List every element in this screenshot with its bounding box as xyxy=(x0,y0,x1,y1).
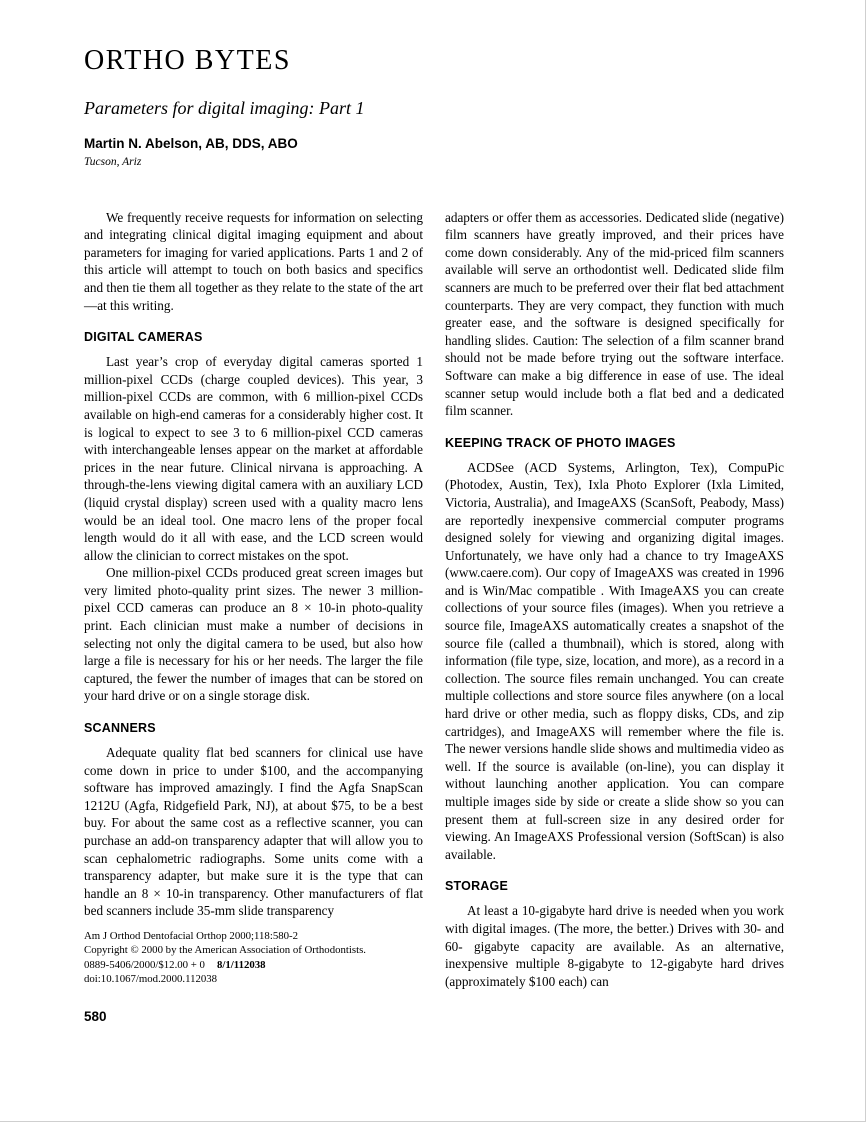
intro-paragraph: We frequently receive requests for information on selecting and integrating clinical digital imaging equipment and about parameters for imaging for varied applications. Parts 1 and 2 of this article will attempt to touch on both basics and specifics and then tie them all together as they relate to the state of the art—at this writing. xyxy=(84,209,423,313)
left-column xyxy=(84,209,423,1024)
keeping-track-paragraph: ACDSee (ACD Systems, Arlington, Tex), CompuPic (Photodex, Austin, Tex), Ixla Photo Explorer (Ixla Limited, Victoria, Australia), and ImageAXS (ScanSoft, Peabody, Mass) are reportedly inexpensive commercial computer programs designed solely for viewing and organizing digital images. Unfortunately, we have only had a chance to try ImageAXS (www.caere.com). Our copy of ImageAXS was created in 1996 and is Win/Mac compatible . With ImageAXS you can create collections of your source files (images). When you retrieve a source file, ImageAXS automatically creates a snapshot of the source file (called a thumbnail), which is stored, along with information (file type, size, location, and more), as a record in a collection. The source files remain unchanged. You can create multiple collections and store source files anywhere (on a local hard drive or other media, such as floppy disks, CDs, and zip cartridges), and ImageAXS will remember where the file is. The newer versions handle slide shows and multimedia video as well. If the source is available (on-line), you can display it without launching another application. You can compare multiple images side by side or create a slide show so you can present them at full-screen size in any desired order for viewing. An ImageAXS Professional version (SoftScan) is also available. xyxy=(445,459,784,862)
footnote-block xyxy=(84,929,423,987)
two-column-body xyxy=(84,209,783,1024)
article-subtitle: Parameters for digital imaging: Part 1 xyxy=(84,97,365,118)
author-name: Martin N. Abelson, AB, DDS, ABO xyxy=(84,135,298,151)
footnote-article-code: 8/1/112038 xyxy=(216,958,266,971)
footnote-doi: doi:10.1067/mod.2000.112038 xyxy=(84,973,218,986)
digital-cameras-paragraph-1: Last year’s crop of everyday digital cameras sported 1 million-pixel CCDs (charge coupled devices). This year, 3 million-pixel CCDs are common, with 6 million-pixel CCDs available on high-end cameras for a considerably higher cost. It is logical to expect to see 3 to 6 million-pixel CCD cameras with interchangeable lenses appear on the market at affordable prices in the near future. Clinical nirvana is approaching. A through-the-lens viewing digital camera with an auxiliary LCD (liquid crystal display) screen used with a quality macro lens would be an ideal tool. One macro lens of the proper focal length would do it all with ease, and the LCD screen would allow the clinician to correct mistakes on the spot. xyxy=(84,354,423,563)
scanners-continuation-paragraph: adapters or offer them as accessories. Dedicated slide (negative) film scanners have greatly improved, and their prices have come down considerably. Any of the mid-priced film scanners available will serve an orthodontist well. Dedicated slide film scanners are much to be preferred over their flat bed attachment counterparts. They are very compact, they function with much greater ease, and the software is designed specifically for handling slides. Caution: The selection of a film scanner brand should not be made before trying out the software interface. Software can make a big difference in ease of use. The ideal scanner setup would include both a flat bed and a dedicated film scanner. xyxy=(445,209,784,419)
right-column xyxy=(445,209,784,1024)
footnote-issn-line xyxy=(84,958,423,973)
footnote-copyright: Copyright © 2000 by the American Association of Orthodontists. xyxy=(84,944,366,957)
storage-paragraph: At least a 10-gigabyte hard drive is needed when you work with digital images. (The more, the better.) Drives with 30- and 60- gigabyte capacity are available. As an alternative, inexpensive multiple 8-gigabyte to 12-gigabyte hard drives (approximately $100 each) can xyxy=(445,903,784,989)
footnote-issn: 0889-5406/2000/$12.00 + 0 xyxy=(84,958,205,971)
page-number: 580 xyxy=(84,1008,107,1024)
section-heading-digital-cameras: DIGITAL CAMERAS xyxy=(84,330,203,345)
article-title: ORTHO BYTES xyxy=(84,45,291,76)
section-heading-keeping-track: KEEPING TRACK OF PHOTO IMAGES xyxy=(445,435,676,450)
author-affiliation: Tucson, Ariz xyxy=(84,155,142,168)
scanners-paragraph: Adequate quality flat bed scanners for clinical use have come down in price to under $100, and the accompanying software has improved amazingly. I find the Agfa SnapScan 1212U (Agfa, Ridgefield Park, NJ), at about $75, to be a best buy. For about the same cost as a reflective scanner, you can purchase an add-on transparency adapter that will allow you to scan cephalometric radiographs. Some units come with a transparency adapter, but make sure it is the type that can handle an 8 × 10-in transparency. Other manufacturers of flat bed scanners include 35-mm slide transparency xyxy=(84,745,423,919)
section-heading-storage: STORAGE xyxy=(445,879,508,894)
digital-cameras-paragraph-2: One million-pixel CCDs produced great screen images but very limited photo-quality print sizes. The newer 3 million-pixel CCD cameras can produce an 8 × 10-in photo-quality print. Each clinician must make a number of decisions in selecting not only the digital camera to be used, but also how large a file is necessary for his or her needs. The larger the file captured, the fewer the number of images that can be stored on your hard drive or on a single storage disk. xyxy=(84,565,423,704)
section-heading-scanners: SCANNERS xyxy=(84,721,156,736)
footnote-journal-citation: Am J Orthod Dentofacial Orthop 2000;118:580-2 xyxy=(84,929,299,942)
